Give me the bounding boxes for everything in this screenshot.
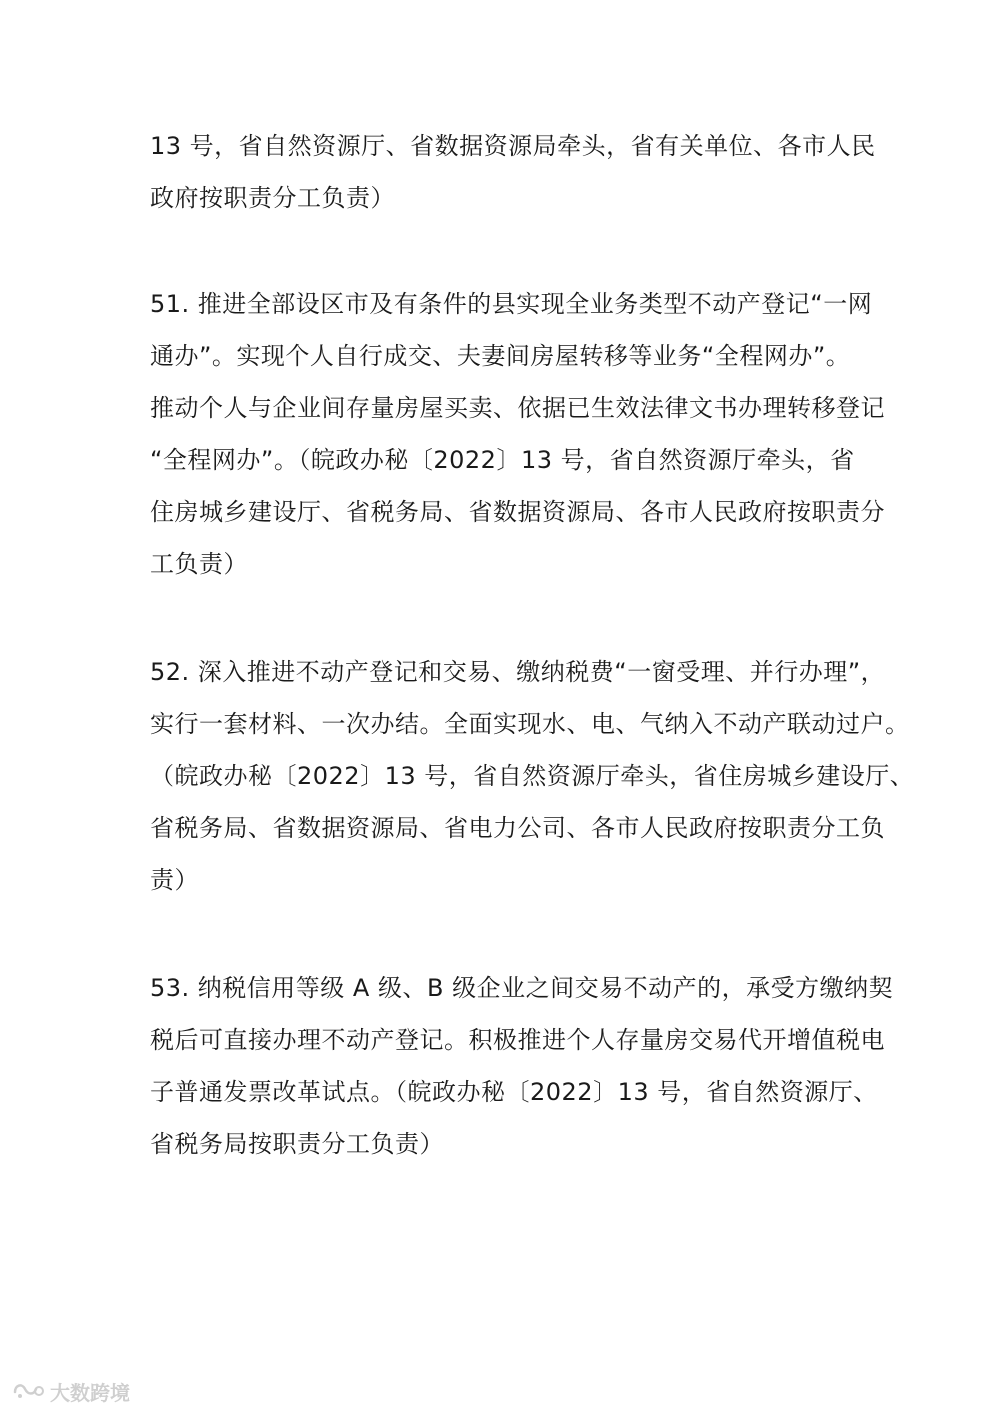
watermark-text: 大数跨境	[50, 1381, 130, 1405]
text-line: 通办”。实现个人自行成交、夫妻间房屋转移等业务“全程网办”。	[150, 342, 851, 370]
text-line: 53. 纳税信用等级 A 级、B 级企业之间交易不动产的，承受方缴纳契	[150, 974, 894, 1002]
text-line: 责）	[150, 866, 199, 894]
text-line: 工负责）	[150, 550, 248, 578]
text-line: 实行一套材料、一次办结。全面实现水、电、气纳入不动产联动过户。	[150, 710, 910, 738]
paragraph-item-51	[150, 278, 885, 590]
text-line: 子普通发票改革试点。（皖政办秘〔2022〕13 号，省自然资源厅、	[150, 1078, 878, 1106]
watermark	[12, 1377, 130, 1406]
text-line: 13 号，省自然资源厅、省数据资源局牵头，省有关单位、各市人民	[150, 132, 876, 160]
text-line: 政府按职责分工负责）	[150, 184, 395, 212]
paragraph-item-53	[150, 962, 894, 1170]
text-line: 省税务局按职责分工负责）	[150, 1130, 444, 1158]
text-line: 51. 推进全部设区市及有条件的县实现全业务类型不动产登记“一网	[150, 290, 873, 318]
brand-logo-icon	[12, 1381, 46, 1403]
text-line: 省税务局、省数据资源局、省电力公司、各市人民政府按职责分工负	[150, 814, 885, 842]
text-line: 税后可直接办理不动产登记。积极推进个人存量房交易代开增值税电	[150, 1026, 885, 1054]
text-line: “全程网办”。（皖政办秘〔2022〕13 号，省自然资源厅牵头，省	[150, 446, 855, 474]
text-line: 住房城乡建设厅、省税务局、省数据资源局、各市人民政府按职责分	[150, 498, 885, 526]
text-line: （皖政办秘〔2022〕13 号，省自然资源厅牵头，省住房城乡建设厅、	[150, 762, 915, 790]
paragraph-item-52	[150, 646, 915, 906]
text-line: 推动个人与企业间存量房屋买卖、依据已生效法律文书办理转移登记	[150, 394, 885, 422]
paragraph-continuation	[150, 120, 876, 224]
text-line: 52. 深入推进不动产登记和交易、缴纳税费“一窗受理、并行办理”，	[150, 658, 886, 686]
